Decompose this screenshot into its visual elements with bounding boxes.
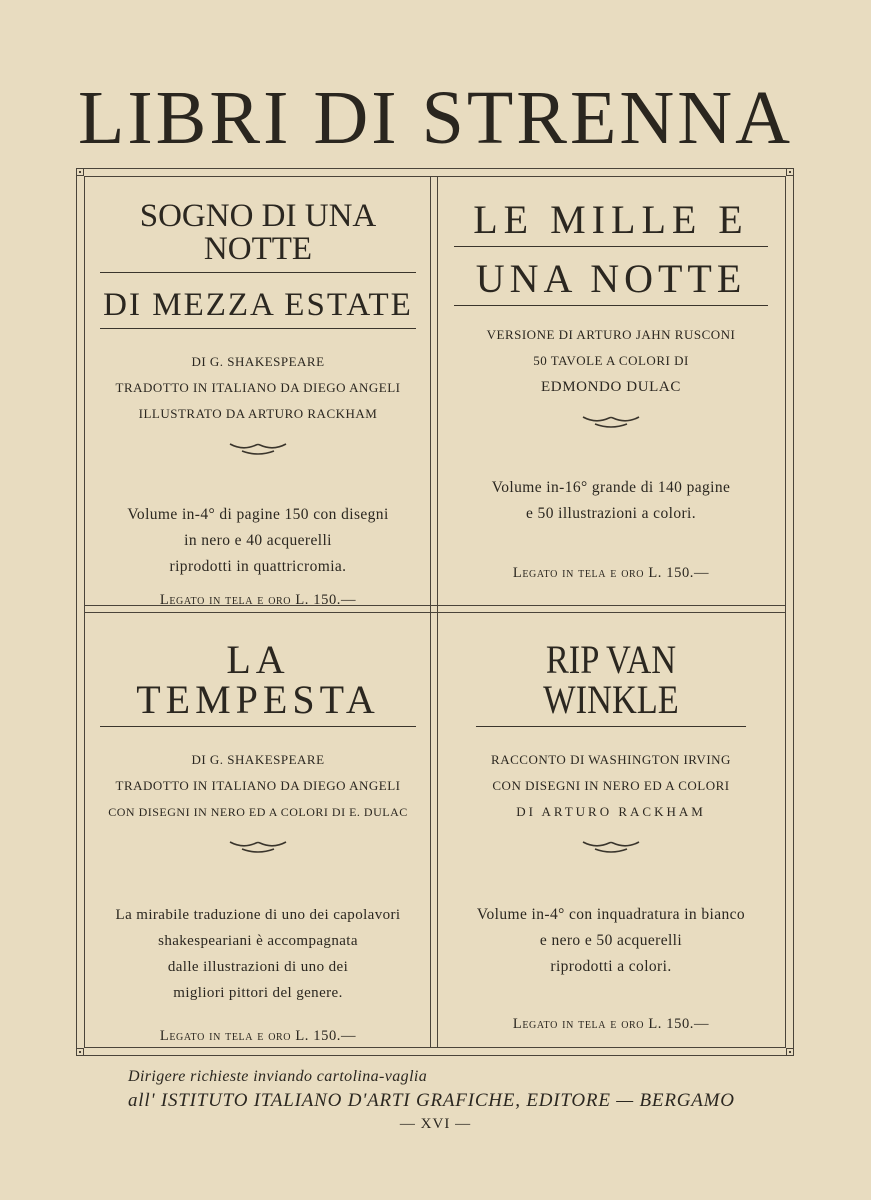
credit-line: CON DISEGNI IN NERO ED A COLORI DI E. DULAC <box>108 805 408 819</box>
corner-ornament-icon <box>786 168 794 176</box>
description-line: shakespeariani è accompagnata <box>158 933 358 949</box>
credit-line: DI G. SHAKESPEARE <box>191 354 325 369</box>
credit-line: DI G. SHAKESPEARE <box>191 752 325 767</box>
footer-instructions: Dirigere richieste inviando cartolina-vaglia <box>128 1068 428 1085</box>
book-price: Legato in tela e oro L. 150.— <box>512 565 710 581</box>
credit-line: TRADOTTO IN ITALIANO DA DIEGO ANGELI <box>115 778 401 793</box>
page-number: — XVI — <box>399 1116 472 1132</box>
credit-line: VERSIONE DI ARTURO JAHN RUSCONI <box>486 327 736 342</box>
book-description <box>454 902 768 980</box>
book-price: Legato in tela e oro L. 150.— <box>512 1016 710 1032</box>
credit-line: ILLUSTRATO DA ARTURO RACKHAM <box>138 406 378 421</box>
page-title: LIBRI DI STRENNA <box>77 76 794 160</box>
description-line: La mirabile traduzione di uno dei capolavori <box>115 907 401 923</box>
book-title-line1: LE MILLE E <box>454 200 768 247</box>
book-credits <box>454 322 768 400</box>
book-title-line1: SOGNO DI UNA NOTTE <box>100 200 416 273</box>
flourish-ornament-icon <box>581 412 641 432</box>
book-panel-mille-notte <box>454 197 768 582</box>
description-line: in nero e 40 acquerelli <box>184 532 332 549</box>
description-line: migliori pittori del genere. <box>173 985 343 1001</box>
flourish-ornament-icon <box>581 837 641 857</box>
book-panel-tempesta <box>100 637 416 1045</box>
credit-line: CON DISEGNI IN NERO ED A COLORI <box>492 778 730 793</box>
credit-line: TRADOTTO IN ITALIANO DA DIEGO ANGELI <box>115 380 401 395</box>
book-panel-sogno <box>100 200 416 609</box>
book-credits <box>100 349 416 427</box>
book-credits <box>100 747 416 825</box>
description-line: riprodotti a colori. <box>550 958 672 975</box>
book-description <box>454 475 768 527</box>
corner-ornament-icon <box>76 1048 84 1056</box>
book-panel-rip-van-winkle <box>454 637 768 1033</box>
book-price: Legato in tela e oro L. 150.— <box>159 592 357 608</box>
credit-line: RACCONTO DI WASHINGTON IRVING <box>491 752 731 767</box>
book-price: Legato in tela e oro L. 150.— <box>159 1028 357 1044</box>
book-title-line2: UNA NOTTE <box>454 259 768 306</box>
corner-ornament-icon <box>786 1048 794 1056</box>
description-line: riprodotti in quattricromia. <box>169 558 347 575</box>
book-title-line1: RIP VAN WINKLE <box>476 640 746 727</box>
book-title-line1: LA TEMPESTA <box>100 640 416 727</box>
credit-line: DI ARTURO RACKHAM <box>516 804 706 819</box>
description-line: e 50 illustrazioni a colori. <box>525 505 697 522</box>
description-line: e nero e 50 acquerelli <box>539 932 683 949</box>
description-line: dalle illustrazioni di uno dei <box>167 959 349 975</box>
description-line: Volume in-16° grande di 140 pagine <box>491 479 731 496</box>
book-description <box>100 902 416 1006</box>
credit-line: EDMONDO DULAC <box>541 379 681 395</box>
flourish-ornament-icon <box>228 439 288 459</box>
credit-line: 50 TAVOLE A COLORI DI <box>533 353 689 368</box>
book-credits <box>454 747 768 825</box>
corner-ornament-icon <box>76 168 84 176</box>
footer-publisher: all' ISTITUTO ITALIANO D'ARTI GRAFICHE, EDITORE — BERGAMO <box>128 1090 735 1111</box>
book-title-line2: DI MEZZA ESTATE <box>100 289 416 329</box>
description-line: Volume in-4° con inquadratura in bianco <box>476 906 746 923</box>
book-description <box>100 502 416 580</box>
description-line: Volume in-4° di pagine 150 con disegni <box>127 506 389 523</box>
flourish-ornament-icon <box>228 837 288 857</box>
